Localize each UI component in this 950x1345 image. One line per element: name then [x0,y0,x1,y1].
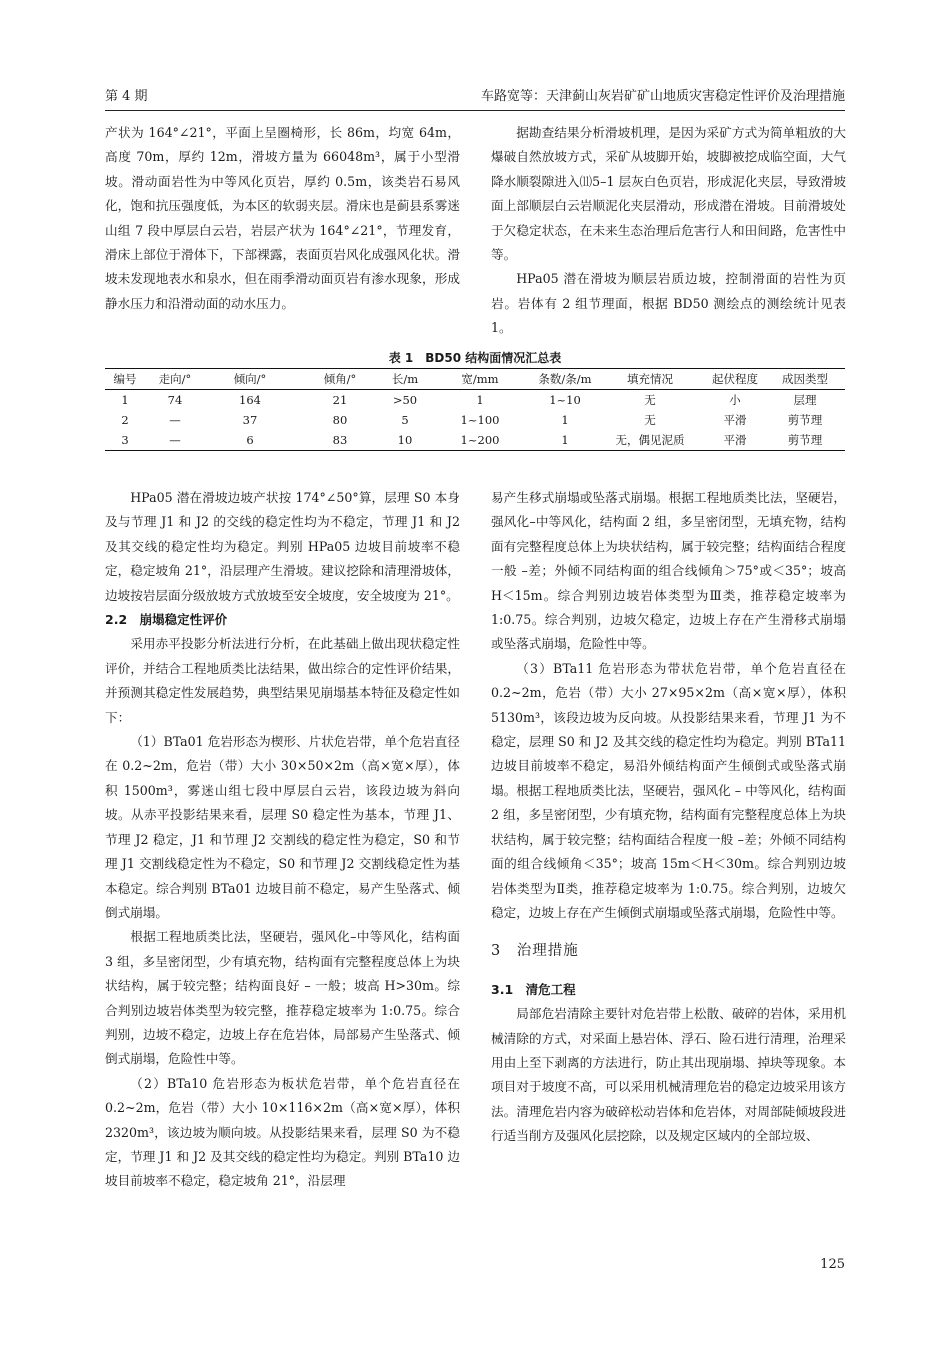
table-cell: 1 [121,393,129,407]
table-cell: 1~100 [460,413,500,427]
table-cell: 3 [121,433,129,447]
section-heading-3-1: 3.1 清危工程 [491,981,576,997]
table-cell: 剪节理 [787,433,823,447]
header-cell: 编号 [113,372,137,386]
header-cell: 条数/条/m [538,372,592,386]
paragraph: HPa05 潜在滑坡为顺层岩质边坡，控制滑面的岩性为页岩。岩体有 2 组节理面，根据 BD50 测绘点的测绘统计见表 1。 [491,271,846,336]
header-cell: 倾向/° [233,372,267,386]
issue-number: 第 4 期 [105,89,148,104]
section-heading-2-2: 2.2 崩塌稳定性评价 [105,612,228,628]
paragraph: （3）BTa11 危岩形态为带状危岩带，单个危岩直径在 0.2~2m，危岩（带）大小 27×95×2m（高×宽×厚），体积 5130m³，该段边坡为反向坡。从投影结果来看，节理 J1 为不稳定，层理 S0 和 J2 及其交线的稳定性均为稳定。判别 BTa11 边坡目前坡率不稳定，易沿外倾结构面产生倾倒式或坠落式崩塌。根据工程地质类比法，坚硬岩，强风化 – 中等风化，结构面 2 组，多呈密闭型，少有填充物，结构面有完整程度总体上为块状结构，属于较完整；结构面结合程度一般 –差；外倾不同结构面的组合线倾角＜35°；坡高 15m＜H＜30m。综合判别边坡岩体类型为Ⅱ类，推荐稳定坡率为 1:0.75。综合判别，边坡欠稳定，边坡上存在产生倾倒式崩塌或坠落式崩塌，危险性中等。 [491,660,846,920]
table-cell: 1 [476,393,484,407]
table-caption: 表 1 BD50 结构面情况汇总表 [388,351,562,365]
table-cell: 1 [561,413,569,427]
table-cell: 无 [644,393,656,407]
table-header-row [105,369,845,390]
table-row [105,410,845,430]
table-cell: 1~10 [549,393,581,407]
table-cell: >50 [392,393,418,407]
paragraph: 产状为 164°∠21°，平面上呈圈椅形，长 86m，均宽 64m，高度 70m，厚约 12m，滑坡方量为 66048m³，属于小型滑坡。滑动面岩性为中等风化页岩，厚约 0.5m，该类岩石易风化，饱和抗压强度低，为本区的软弱夹层。滑床也是蓟县系雾迷山组 7 段中厚层白云岩，岩层产状为 164°∠21°，节理发育，滑床上部位于滑体下，下部裸露，表面页岩风化成强风化状。滑坡未发现地表水和泉水，但在雨季滑动面页岩有渗水现象，形成静水压力和沿滑动面的动水压力。 [105,125,460,311]
table-cell: 5 [401,413,409,427]
paragraph: （1）BTa01 危岩形态为楔形、片状危岩带，单个危岩直径在 0.2~2m，危岩（带）大小 30×50×2m（高×宽×厚），体积 1500m³，雾迷山组七段中厚层白云岩，该段边坡为斜向坡。从赤平投影结果来看，层理 S0 稳定性为基本，节理 J1、节理 J2 稳定，J1 和节理 J2 交割线的稳定性为稳定，S0 和节理 J1 交割线稳定性为不稳定，S0 和节理 J2 交割线稳定性为基本稳定。综合判别 BTa01 边坡目前不稳定，易产生坠落式、倾倒式崩塌。 [105,734,460,920]
table-cell: 无 [644,413,656,427]
table-cell: 平滑 [723,413,747,427]
right-column-bottom [491,486,846,1149]
running-title: 车路宽等：天津蓟山灰岩矿矿山地质灾害稳定性评价及治理措施 [480,89,845,104]
paragraph: （2）BTa10 危岩形态为板状危岩带，单个危岩直径在 0.2~2m，危岩（带）大小 10×116×2m（高×宽×厚），体积 2320m³，该边坡为顺向坡。从投影结果来看，层理 S0 为不稳定，节理 J1 和 J2 及其交线的稳定性均为稳定。判别 BTa10 边坡目前坡率不稳定，稳定坡角 21°，沿层理 [105,1075,460,1189]
paragraph: 根据工程地质类比法，坚硬岩，强风化–中等风化，结构面 3 组，多呈密闭型，少有填充物，结构面有完整程度总体上为块状结构，属于较完整；结构面良好 – 一般；坡高 H>30m。综合判别边坡岩体类型为较完整，推荐稳定坡率为 1:0.75。综合判别，边坡不稳定，边坡上存在危岩体，局部易产生坠落式、倾倒式崩塌，危险性中等。 [105,929,460,1067]
section-heading-3: 3 治理措施 [491,943,579,960]
paragraph: 易产生移式崩塌或坠落式崩塌。根据工程地质类比法，坚硬岩，强风化–中等风化，结构面 2 组，多呈密闭型，无填充物，结构面有完整程度总体上为块状结构，属于较完整；结构面结合程度一般 –差；外倾不同结构面的组合线倾角＞75°或＜35°；坡高 H＜15m。综合判别边坡岩体类型为Ⅲ类，推荐稳定坡率为 1:0.75。综合判别，边坡欠稳定，边坡上存在产生滑移式崩塌或坠落式崩塌，危险性中等。 [491,490,846,652]
paragraph: 局部危岩清除主要针对危岩带上松散、破碎的岩体，采用机械清除的方式，对采面上悬岩体、浮石、险石进行清理，治理采用由上至下剥离的方法进行，防止其出现崩塌、掉块等现象。本项目对于坡度不高，可以采用机械清理危岩的稳定边坡采用该方法。清理危岩内容为破碎松动岩体和危岩体，对周部陡倾坡段进行适当削方及强风化层挖除，以及规定区域内的全部垃圾、 [491,1006,846,1144]
table-cell: 10 [397,433,413,447]
left-column-bottom [105,486,460,1194]
header-cell: 填充情况 [627,372,673,386]
page-number: 125 [820,1257,845,1272]
header-cell: 走向/° [158,372,192,386]
table-cell: 37 [242,413,258,427]
table-cell: — [169,433,181,447]
header-cell: 成因类型 [782,372,828,386]
header-rule [105,110,845,111]
table-cell: 83 [332,433,348,447]
table-cell: 小 [729,393,741,407]
table-cell: — [169,413,181,427]
running-header [105,88,845,106]
table-cell: 74 [167,393,183,407]
header-cell: 宽/mm [461,372,499,386]
table-cell: 1 [561,433,569,447]
table-1 [105,348,845,451]
table-cell: 无，偶见泥质 [615,433,685,447]
table-cell: 6 [246,433,254,447]
table-cell: 层理 [793,393,817,407]
left-column-top [105,121,460,316]
table-cell: 平滑 [723,433,747,447]
paragraph: 采用赤平投影分析法进行分析，在此基础上做出现状稳定性评价，并结合工程地质类比法结果，做出综合的定性评价结果，并预测其稳定性发展趋势，典型结果见崩塌基本特征及稳定性如下： [105,636,460,725]
table-cell: 164 [239,393,261,407]
table-cell: 剪节理 [787,413,823,427]
table-cell: 1~200 [460,433,500,447]
table-cell: 21 [332,393,348,407]
paragraph: HPa05 潜在滑坡边坡产状按 174°∠50°算，层理 S0 本身及与节理 J1 和 J2 的交线的稳定性均为不稳定，节理 J1 和 J2 及其交线的稳定性均为稳定。判别 HPa05 边坡目前坡率不稳定，稳定坡角 21°，沿层理产生滑坡。建议挖除和清理滑坡体，边坡按岩层面分级放坡方式放坡至安全坡度，安全坡度为 21°。 [105,490,460,603]
right-column-top [491,121,846,341]
structure-plane-table [105,368,845,451]
header-cell: 长/m [391,372,419,386]
paragraph: 据勘查结果分析滑坡机理，是因为采矿方式为简单粗放的大爆破自然放坡方式，采矿从坡脚开始，坡脚被挖成临空面，大气降水顺裂隙进入⑾5–1 层灰白色页岩，形成泥化夹层，导致滑坡面上部顺层白云岩顺泥化夹层滑动，形成潜在滑坡。目前滑坡处于欠稳定状态，在未来生态治理后危害行人和田间路，危害性中等。 [491,125,846,263]
table-cell: 80 [332,413,348,427]
table-cell: 2 [121,413,129,427]
header-cell: 倾角/° [323,372,357,386]
header-cell: 起伏程度 [712,372,758,386]
table-row [105,390,845,411]
table-row [105,430,845,451]
